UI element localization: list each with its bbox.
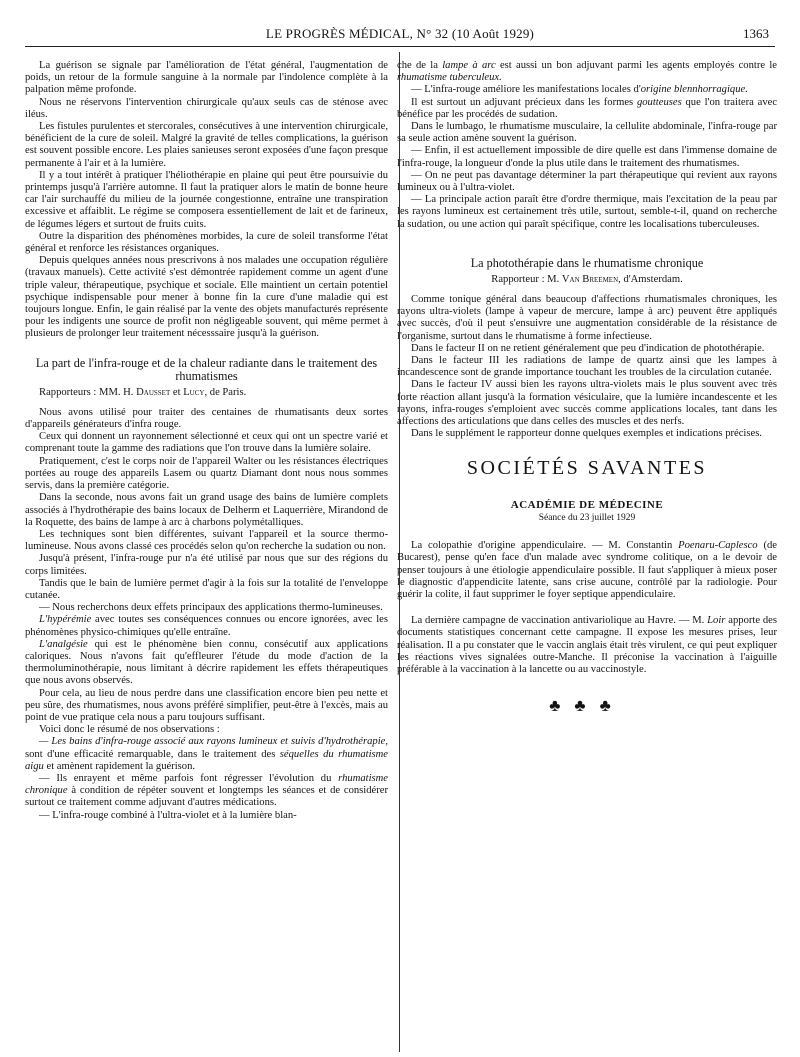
text-run: La dernière campagne de vaccination antivariolique au Havre. — M. — [411, 615, 705, 627]
paragraph: Dans le facteur III les radiations de lampe de quartz ainsi que les lampes à incandescence sont de grande importance touchant les troubles de la circulation cutanée. — [397, 355, 777, 379]
italic-term: lampe à arc — [437, 60, 496, 71]
reporters-label: Rapporteurs : MM. H. — [39, 386, 134, 398]
paragraph: Outre la disparition des phénomènes morbides, la cure de soleil transforme l'état général et renforce les résistances organiques. — [25, 230, 388, 255]
section-title-phototherapie: La photothérapie dans le rhumatisme chronique — [470, 255, 704, 270]
text-run: que l'on traitera avec bénéfice par les procédés de sudation. — [397, 96, 778, 120]
italic-term: L'hypérémie — [39, 614, 92, 626]
paragraph — [25, 773, 388, 810]
paragraph: — On ne peut pas davantage déterminer la part thérapeutique qui revient aux rayons lumineux ou à l'ultra-violet. — [397, 169, 777, 194]
text-run: sont d'une efficacité remarquable, dans le traitement des — [25, 748, 276, 760]
italic-term: rhumatisme tuberculeux. — [397, 72, 502, 84]
italic-term: goutteuses — [633, 96, 682, 108]
italic-term: rhumatisme chronique — [25, 772, 389, 797]
italic-term: L'analgésie — [39, 638, 88, 650]
italic-term: Loir — [704, 615, 726, 627]
paragraph — [25, 614, 388, 638]
paragraph: Dans le facteur IV aussi bien les rayons ultra-violets mais le plus souvent avec très forte réaction allant jusqu'à la formation vésiculaire, que la lumière incandescente et les rayons, infra-rouges s'emploient avec succès comme applications locales, tant dans les affections des articulations que dans celles des muscles et des nerfs. — [397, 379, 777, 428]
club-ornament: ♣♣♣ — [549, 696, 625, 716]
italic-term: Poenaru-Caplesco — [672, 540, 758, 552]
paragraph — [25, 736, 388, 773]
societes-savantes-heading: SOCIÉTÉS SAVANTES — [466, 457, 708, 480]
text-run: est aussi un bon adjuvant parmi les agents employés contre le — [495, 60, 777, 71]
paragraph: Depuis quelques années nous prescrivons à nos malades une occupation régulière (travaux manuels). Cette activité s'est démontrée rapidement comme un agent d'une triple valeur, thérapeutique, psychique et sociale. Elle maintient un certain potentiel psychique indispensable pour mener à bonne fin la cure d'une maladie qui est toujours longue. Enfin, le gain réalisé par la vente des objets manufacturés représente pour les indigents une source de profit non négligeable souvent, qui même permet à plusieurs de prolonger leur traitement nécesssaire jusqu'à la guérison. — [25, 255, 388, 340]
text-run: (de Bucarest), pense qu'en face d'un malade avec syndrome colitique, on a le devoir de penser toujours à une étiologie appendiculaire possible. Il faut s'appliquer à mieux poser le diagnostic d'appendicite latente, sans crise aucune, contrôlé par la radiologie. Pour guérir la colite, il faut supprimer le foyer septique appendiculaire. — [397, 540, 777, 600]
paragraph — [397, 540, 777, 601]
paragraph: — Enfin, il est actuellement impossible de dire quelle est dans l'immense domaine de l'infra-rouge, la longueur d'onde la plus utile dans le traitement des rhumatismes. — [397, 145, 777, 169]
text-run: à condition de répéter souvent et longtemps les séances et de considérer surtout ce traitement comme adjuvant d'autres médications. — [25, 785, 388, 809]
paragraph: Nous avons utilisé pour traiter des centaines de rhumatisants deux sortes d'appareils générateurs d'infra rouge. — [25, 406, 388, 431]
paragraph: Voici donc le résumé de nos observations : — [39, 724, 220, 736]
journal-title: LE PROGRÈS MÉDICAL, N° 32 (10 Août 1929) — [265, 26, 535, 41]
paragraph: Comme tonique général dans beaucoup d'affections rhumatismales chroniques, les rayons ultra-violets (lampe à vapeur de mercure, lampe à arc) peuvent être appliqués avec succès, d'où il peut s'ensuivre une augmentation considérable de la résistance de l'organisme, surtout dans le rhumatisme à forme infectieuse. — [397, 294, 777, 342]
reporter-label: Rapporteur : M. — [491, 273, 560, 285]
left-column — [25, 60, 388, 822]
paragraph: — La principale action paraît être d'ordre thermique, mais l'excitation de la peau par les rayons lumineux est certainement très utile, surtout, semble-t-il, quand on recherche la sudation, ou une action qui paraît spécifique, contre les localisations tuberculeuses. — [397, 194, 777, 230]
paragraph: Dans le facteur II on ne retient généralement que peu d'indication de photothérapie. — [411, 342, 765, 354]
italic-term: séquelles du rhumatisme aigu — [25, 748, 388, 772]
reporter-line — [397, 274, 777, 286]
reporter-city: , de Paris. — [204, 386, 247, 398]
paragraph: Les techniques sont bien différentes, suivant l'appareil et la source thermo-lumineuse. Nous avons classé ces procédés selon qu'on recherche la sudation ou non. — [25, 528, 388, 553]
text-run: — Ils enrayent et même parfois font régresser l'évolution du — [39, 772, 332, 784]
paragraph: Dans le supplément le rapporteur donne quelques exemples et indications précises. — [411, 428, 762, 440]
text-run: et amènent rapidement la guérison. — [43, 760, 196, 772]
reporter-name: Dausset — [136, 386, 171, 398]
paragraph: Nous ne réservons l'intervention chirurgicale qu'aux seuls cas de sténose avec iléus. — [25, 96, 388, 120]
reporter-name: Van Breemen — [561, 273, 619, 285]
text-run: apporte des documents statistiques concernant cette campagne. Il expose les mesures prises, leur réalisation. Il a pu constater que le vaccin anglais était très virulent, ce qui peut expliquer les réactions vives signalées outre-Manche. Il préconise la vaccination à l'aiguille préférable à la vaccination à la lancette ou au vaccinostyle. — [397, 615, 778, 675]
paragraph — [397, 60, 777, 84]
running-header — [25, 20, 775, 47]
paragraph: — L'infra-rouge combiné à l'ultra-violet et à la lumière blan- — [39, 809, 297, 821]
paragraph: Pratiquement, c'est le corps noir de l'appareil Walter ou les résistances électriques portées au rouge des appareils Lasem ou quartz Diamant dont nous nous sommes servis, dans la première catégorie. — [25, 455, 388, 492]
text-run: Il est surtout un adjuvant précieux dans les formes — [411, 96, 634, 108]
section-title-infrarouge: La part de l'infra-rouge et de la chaleur radiante dans le traitement des rhumatismes — [35, 355, 378, 383]
paragraph — [397, 97, 777, 121]
academie-heading: ACADÉMIE DE MÉDECINE — [510, 498, 664, 511]
text-run: che de la — [397, 60, 438, 71]
paragraph: Jusqu'à présent, l'infra-rouge pur n'a été utilisé par nous que sur des régions du corps limitées. — [25, 553, 388, 577]
paragraph — [397, 615, 777, 676]
page-number: 1363 — [743, 26, 769, 41]
paragraph: — Nous recherchons deux effets principaux des applications thermo-lumineuses. — [39, 602, 383, 614]
reporters-line — [25, 387, 388, 399]
text-run: avec toutes ses conséquences connues ou encore ignorées, avec les phénomènes physico-chimiques qu'elle entraîne. — [25, 614, 388, 638]
reporter-name: Lucy — [183, 386, 205, 398]
paragraph: Pour cela, au lieu de nous perdre dans une classification encore bien peu nette et peu sûre, des rhumatismes, nous avons préféré simplifier, peut-être à l'excès, mais au point de vue pratique cela nous a paru toujours suffisant. — [25, 687, 388, 723]
paragraph: La guérison se signale par l'amélioration de l'état général, l'augmentation de poids, un retour de la formule sanguine à la normale par l'indolence complète à la palpation même profonde. — [25, 60, 388, 96]
paragraph: Tandis que le bain de lumière permet d'agir à la fois sur la totalité de l'enveloppe cutanée. — [25, 577, 388, 601]
italic-term: origine blennhorragique. — [640, 84, 748, 96]
paragraph — [397, 84, 777, 96]
paragraph: Il y a tout intérêt à pratiquer l'héliothérapie en plaine qui peut être poursuivie du printemps jusqu'à l'arrière automne. Il faut la pratiquer alors le matin de bonne heure car l'air surchauffé du milieu de la journée congestionne, entraîne une transpiration excessive et affaiblit. Le régime se composera essentiellement de lait et de farineux, de légumes légers et surtout de fruits cuits. — [25, 169, 388, 230]
italic-term: — Les bains d'infra-rouge associé aux rayons lumineux et suivis d'hydrothérapie, — [39, 736, 388, 748]
right-column — [397, 60, 778, 716]
reporter-and: et — [172, 386, 181, 398]
reporter-city: , d'Amsterdam. — [618, 273, 683, 285]
paragraph: Dans le lumbago, le rhumatisme musculaire, la cellulite abdominale, l'infra-rouge par sa seule action amène souvent la guérison. — [397, 121, 777, 145]
paragraph: Ceux qui donnent un rayonnement sélectionné et ceux qui ont un spectre varié et comprenant toute la gamme des radiations que l'on trouve dans la lumière solaire. — [25, 431, 388, 455]
paragraph: Les fistules purulentes et stercorales, consécutives à une intervention chirurgicale, bénéficient de la cure de soleil. Malgré la gravité de telles complications, la guérison est souvent possible encore. Les plaies sanieuses seront exposées d'une façon presque permanente à l'air et à la lumière. — [25, 121, 388, 169]
seance-date: Séance du 23 juillet 1929 — [538, 512, 636, 523]
text-run: — L'infra-rouge améliore les manifestations locales d' — [411, 84, 641, 96]
paragraph — [25, 639, 388, 688]
text-run: La colopathie d'origine appendiculaire. — M. Constantin — [411, 540, 673, 552]
text-run: qui est le phénomène bien connu, consécutif aux applications caloriques. Nous n'avons fait qu'effleurer l'étude du mode d'action de la thermoluminothérapie, nous limitant à décrire rapidement les effets thérapeutiques que nous avons observés. — [25, 638, 388, 687]
paragraph: Dans la seconde, nous avons fait un grand usage des bains de lumière complets associés à l'hydrothérapie des bains locaux de Delherm et Laquerrière, Mirandond de la Roquette, des bains de lampe à arc à charbons polymétalliques. — [25, 492, 388, 528]
